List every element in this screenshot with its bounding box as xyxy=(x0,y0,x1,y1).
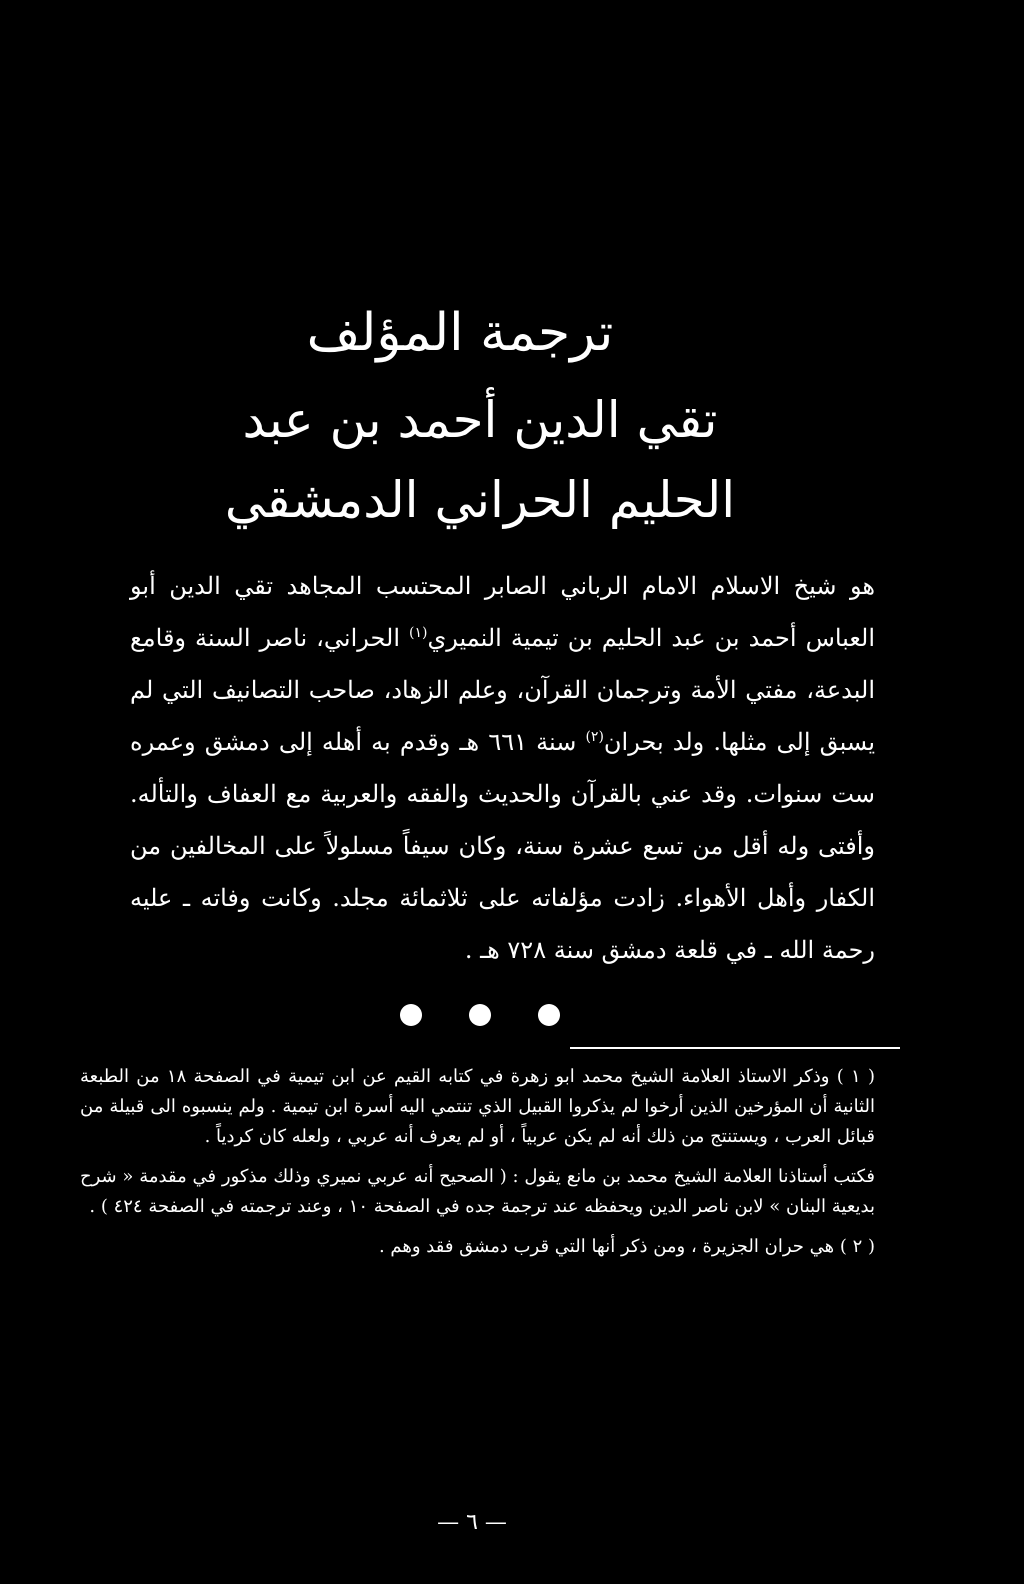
footnote-1-continued: فكتب أستاذنا العلامة الشيخ محمد بن مانع يقول : ( الصحيح أنه عربي نميري وذلك مذكور في مقدمة « شرح بديعية البنان » لابن ناصر الدين ويحفظه عند ترجمة جده في الصفحة ١٠ ، وعند ترجمته في الصفحة ٤٢٤ ) . xyxy=(80,1166,875,1217)
body-text-part-1: هو شيخ الاسلام الامام الرباني الصابر المحتسب المجاهد تقي الدين أبو العباس أحمد بن عبد الحليم بن تيمية النميري xyxy=(130,572,875,652)
footnote-2: ( ٢ ) هي حران الجزيرة ، ومن ذكر أنها التي قرب دمشق فقد وهم . xyxy=(378,1236,875,1257)
footnote-separator-line xyxy=(570,1047,900,1049)
divider-dot xyxy=(469,1004,491,1026)
divider-dot xyxy=(538,1004,560,1026)
body-text-part-3: سنة ٦٦١ هـ وقدم به أهله إلى دمشق وعمره ست سنوات. وقد عني بالقرآن والحديث والفقه والعربية مع العفاف والتأله. وأفتى وله أقل من تسع عشرة سنة، وكان سيفاً مسلولاً على المخالفين من الكفار وأهل الأهواء. زادت مؤلفاته على ثلاثمائة مجلد. وكانت وفاته ـ عليه رحمة الله ـ في قلعة دمشق سنة ٧٢٨ هـ . xyxy=(130,728,875,964)
divider-dot xyxy=(400,1004,422,1026)
section-divider-dots xyxy=(400,1000,560,1030)
footnote-ref-1: (١) xyxy=(409,625,428,641)
footnote-1: ( ١ ) وذكر الاستاذ العلامة الشيخ محمد ابو زهرة في كتابه القيم عن ابن تيمية في الصفحة ١٨ من الطبعة الثانية أن المؤرخين الذين أرخوا لم يذكروا القبيل الذي تنتمي اليه أسرة ابن تيمية . ولم ينسبوه الى قبيلة من قبائل العرب ، ويستنتج من ذلك أنه لم يكن عربياً ، أو لم يعرف أنه عربي ، ولعله كان كردياً . xyxy=(80,1066,875,1147)
page-number: — ٦ — xyxy=(437,1510,507,1535)
footnote-ref-2: (٢) xyxy=(585,729,604,745)
footnotes xyxy=(80,1062,875,1262)
author-name-heading: تقي الدين أحمد بن عبد الحليم الحراني الدمشقي xyxy=(224,391,736,529)
body-text-part-2: الحراني، ناصر السنة وقامع البدعة، مفتي الأمة وترجمان القرآن، وعلم الزهاد، صاحب التصانيف التي لم يسبق إلى مثلها. ولد بحران xyxy=(130,624,875,756)
section-title: ترجمة المؤلف xyxy=(306,303,614,363)
biography-paragraph xyxy=(130,560,875,976)
